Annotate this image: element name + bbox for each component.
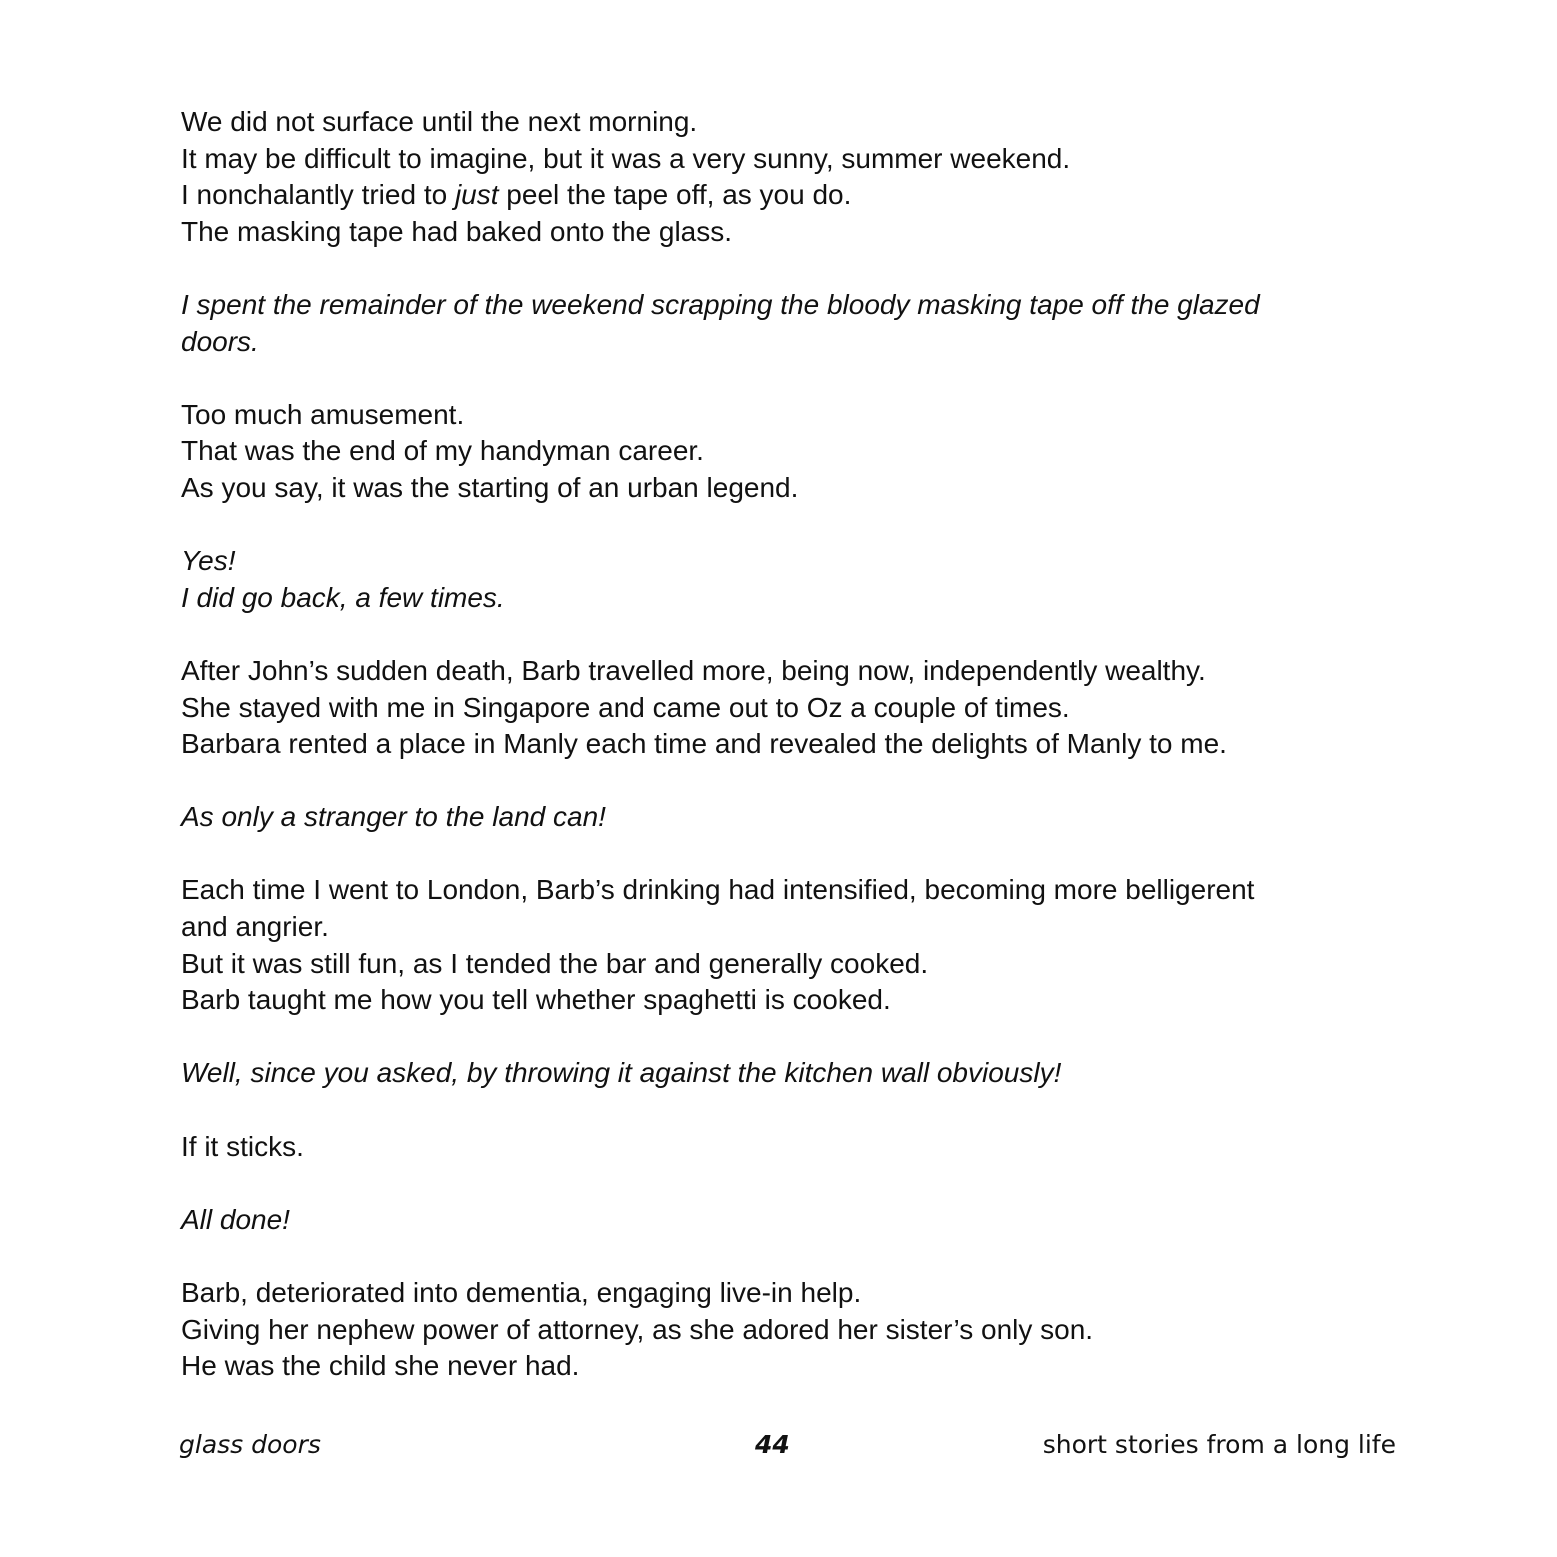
body-line: He was the child she never had. (181, 1350, 580, 1382)
paragraph-gap (181, 616, 1381, 653)
page-body (181, 104, 1381, 1385)
body-line: It may be difficult to imagine, but it was a very sunny, summer weekend. (181, 142, 1071, 174)
paragraph-gap (181, 507, 1381, 544)
body-text: peel the tape off, as you do. (498, 179, 852, 211)
body-line: and angrier. (181, 911, 329, 943)
paragraph-gap (181, 763, 1381, 800)
italic-line: I spent the remainder of the weekend scrapping the bloody masking tape off the glazed (181, 288, 1260, 320)
italic-line: All done! (181, 1203, 290, 1235)
paragraph-gap (181, 836, 1381, 873)
paragraph-gap (181, 1092, 1381, 1129)
body-line: As you say, it was the starting of an urban legend. (181, 471, 799, 503)
body-line: The masking tape had baked onto the glass. (181, 215, 733, 247)
italic-line: I did go back, a few times. (181, 581, 505, 613)
body-line: Each time I went to London, Barb’s drinking had intensified, becoming more belligerent (181, 874, 1255, 906)
italic-line: Yes! (181, 545, 236, 577)
body-line (181, 177, 1381, 214)
emphasis-text: just (454, 179, 499, 211)
body-line: After John’s sudden death, Barb travelled more, being now, independently wealthy. (181, 654, 1206, 686)
body-line: Giving her nephew power of attorney, as she adored her sister’s only son. (181, 1313, 1094, 1345)
body-line: We did not surface until the next morning. (181, 106, 698, 137)
italic-line: As only a stranger to the land can! (181, 801, 606, 833)
footer-book-title: short stories from a long life (1042, 1430, 1396, 1459)
italic-line: doors. (181, 325, 259, 357)
body-line: Barb, deteriorated into dementia, engaging live-in help. (181, 1277, 862, 1308)
body-line: Barb taught me how you tell whether spaghetti is cooked. (181, 984, 891, 1016)
body-line: But it was still fun, as I tended the bar and generally cooked. (181, 947, 929, 979)
body-line: If it sticks. (181, 1130, 304, 1162)
paragraph-gap (181, 1238, 1381, 1275)
body-line: Too much amusement. (181, 398, 465, 430)
page-footer (0, 1430, 1557, 1470)
body-text: I nonchalantly tried to (181, 179, 455, 211)
body-line: Barbara rented a place in Manly each time and revealed the delights of Manly to me. (181, 728, 1227, 760)
body-line: That was the end of my handyman career. (181, 435, 704, 467)
paragraph-gap (181, 1165, 1381, 1202)
italic-line: Well, since you asked, by throwing it against the kitchen wall obviously! (181, 1057, 1062, 1089)
paragraph-gap (181, 360, 1381, 397)
paragraph-gap (181, 250, 1381, 287)
footer-chapter-title: glass doors (179, 1430, 321, 1459)
body-line: She stayed with me in Singapore and came out to Oz a couple of times. (181, 691, 1070, 723)
paragraph-gap (181, 1019, 1381, 1056)
page-number: 44 (755, 1430, 790, 1459)
